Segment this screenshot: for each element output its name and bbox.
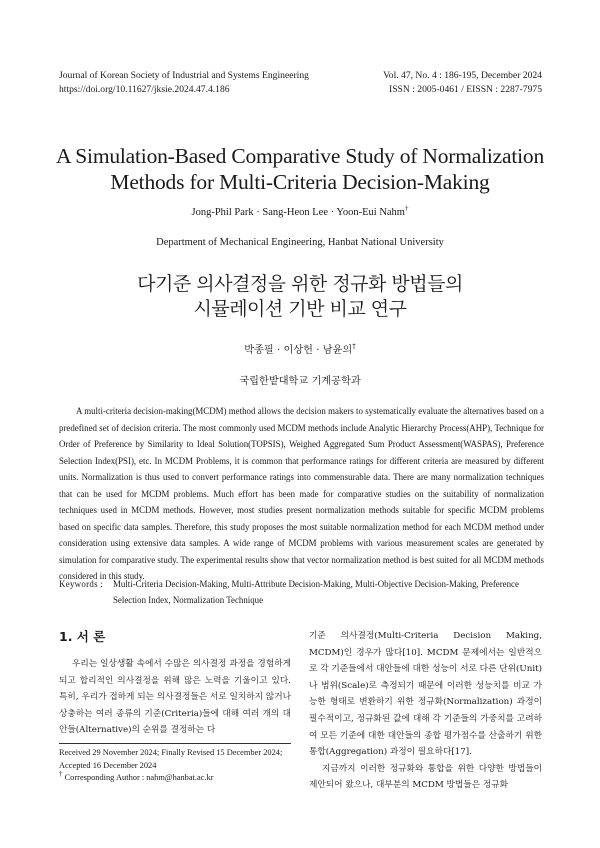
accepted-date: Accepted 16 December 2024: [59, 760, 157, 770]
title-english-line-1: A Simulation-Based Comparative Study of Normalization: [55, 144, 544, 168]
keywords: [59, 576, 544, 608]
body-right-paragraph-1: 기준 의사결정(Multi-Criteria Decision Making, MCDM)인 경우가 많다[10]. MCDM 문제에서는 일반적으로 각 기준들에서 대안들에 대한 성능이 서로 다른 단위(Unit)나 범위(Scale)로 측정되기 때문에 이러한 성능치를 비교 가능한 형태로 변환하기 위한 정규화(Normalization) 과정이 필수적이고, 정규화된 값에 대해 각 기준들의 가중치를 고려하여 모든 기준에 대한 대안들의 종합 평가점수를 산출하기 위한 통합(Aggregation) 과정이 필요하다[17].: [309, 631, 542, 758]
title-english: [40, 143, 560, 195]
authors-korean: [0, 341, 600, 356]
section-heading-introduction: 1. 서 론: [59, 629, 106, 644]
issn-info: ISSN : 2005-0461 / EISSN : 2287-7975: [389, 83, 542, 95]
body-right-column: [309, 628, 542, 794]
department-english: Department of Mechanical Engineering, Hanbat National University: [156, 237, 444, 248]
dagger-mark-footnote: †: [59, 770, 63, 779]
corresponding-author-email[interactable]: Corresponding Author : nahm@hanbat.ac.kr: [64, 773, 214, 782]
authors-english-names: Jong-Phil Park · Sang-Heon Lee · Yoon-Eui Nahm: [191, 207, 405, 218]
department-korean: 국립한밭대학교 기계공학과: [239, 376, 361, 387]
journal-header-left: [59, 69, 309, 96]
authors-english: [0, 204, 600, 218]
received-date: Received 29 November 2024; Finally Revised 15 December 2024;: [59, 748, 283, 757]
title-korean: [40, 272, 560, 322]
authors-korean-names: 박종필 · 이상헌 · 남윤의: [244, 345, 353, 356]
corresponding-author: [59, 772, 299, 785]
body-right-paragraph-2: 지금까지 이러한 정규화와 통합을 위한 다양한 방법들이 제안되어 왔으나, 대부분의 MCDM 방법들은 정규화: [309, 763, 542, 791]
dagger-mark-korean: †: [352, 342, 356, 351]
title-korean-line-2: 시뮬레이션 기반 비교 연구: [193, 298, 407, 320]
keywords-label: Keywords :: [59, 579, 104, 589]
volume-info: Vol. 47, No. 4 : 186-195, December 2024: [383, 70, 542, 81]
journal-header-right: [383, 69, 542, 96]
dagger-mark: †: [404, 204, 409, 213]
body-left-column: 우리는 일상생활 속에서 수많은 의사결정 과정을 경험하게 되고 합리적인 의사결정을 위해 많은 노력을 기울이고 있다. 특히, 우리가 접하게 되는 의사결정들은 서로 일치하지 않거나 상충하는 여러 종류의 기준(Criteria)들에 대해 여러 개의 대안들(Alternative)의 순위를 결정하는 다: [59, 659, 291, 736]
doi-link[interactable]: https://doi.org/10.11627/jksie.2024.47.4.186: [59, 83, 230, 95]
title-korean-line-1: 다기준 의사결정을 위한 정규화 방법들의: [137, 273, 463, 295]
journal-name: Journal of Korean Society of Industrial and Systems Engineering: [59, 70, 309, 81]
abstract: A multi-criteria decision-making(MCDM) method allows the decision makers to systematically evaluate the alternatives based on a predefined set of decision criteria. The most commonly used MCDM methods include Analytic Hierarchy Process(AHP), Technique for Order of Preference by Similarity to Ideal Solution(TOPSIS), Weighed Aggregated Sum Product Assessment(WASPAS), Preference Selection Index(PSI), etc. In MCDM Problems, it is common that performance ratings for different criteria are measured by different units. Normalization is thus used to convert performance ratings into commensurable data. There are many normalization techniques that can be used for MCDM problems. Much effort has been made for comparative studies on the suitability of normalization techniques used in MCDM methods. However, most studies present normalization methods suitable for specific MCDM problems based on specific data samples. Therefore, this study proposes the most suitable normalization method for each MCDM method under consideration using extensive data samples. A wide range of MCDM problems with various measurement scales are generated by simulation for comparative study. The experimental results show that vector normalization method is best suited for all MCDM methods considered in this study.: [59, 406, 544, 581]
title-english-line-2: Methods for Multi-Criteria Decision-Making: [110, 170, 490, 194]
footnotes: [59, 747, 299, 785]
keywords-list: Multi-Criteria Decision-Making, Multi-Attribute Decision-Making, Multi-Objective Decision-Making, Preference Selection Index, Normalization Technique: [113, 579, 519, 605]
footnote-divider: [59, 743, 291, 744]
